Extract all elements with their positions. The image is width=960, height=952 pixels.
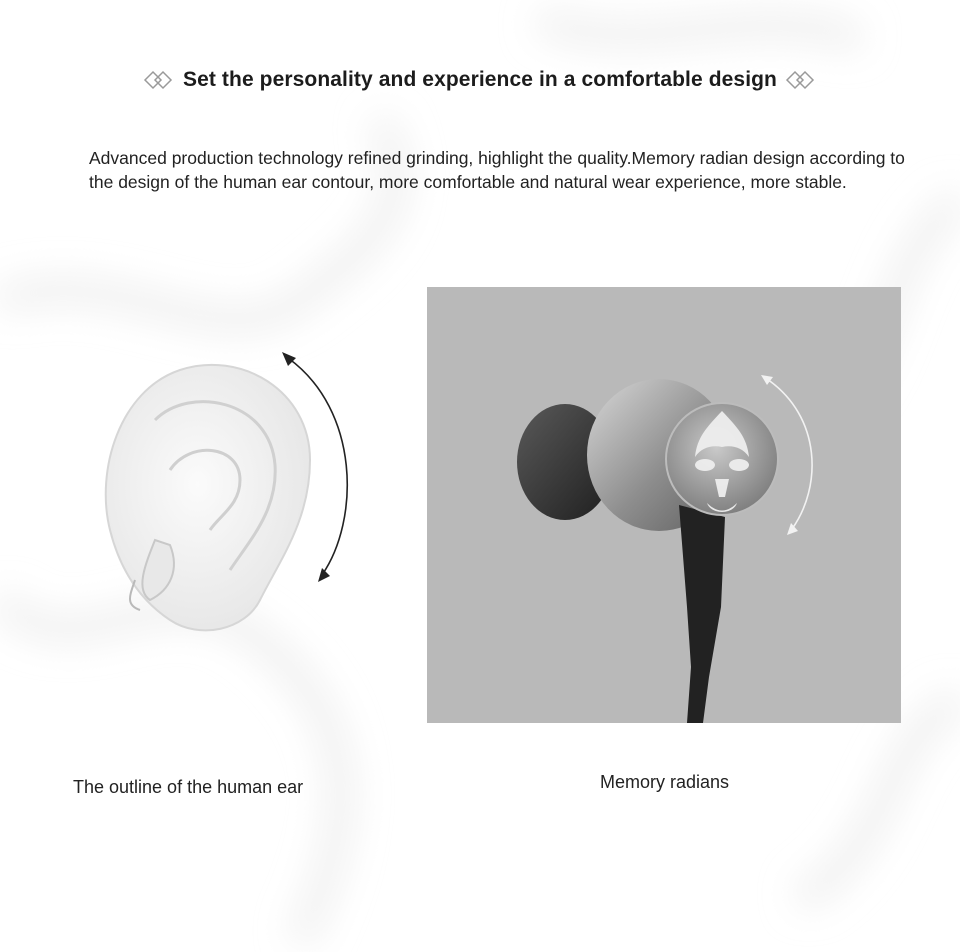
- description-text: Advanced production technology refined grinding, highlight the quality.Memory radian design according to the design of the human ear contour, more comfortable and natural wear experience, more stable.: [89, 147, 905, 192]
- ear-illustration: [60, 330, 380, 650]
- diamond-ornament-icon: [785, 70, 817, 90]
- ear-caption: The outline of the human ear: [73, 777, 304, 797]
- diamond-ornament-icon: [143, 70, 175, 90]
- headline-title: Set the personality and experience in a comfortable design: [183, 68, 777, 91]
- earphone-caption: Memory radians: [600, 772, 730, 792]
- earphone-photo: [427, 287, 901, 723]
- headline: [0, 68, 960, 92]
